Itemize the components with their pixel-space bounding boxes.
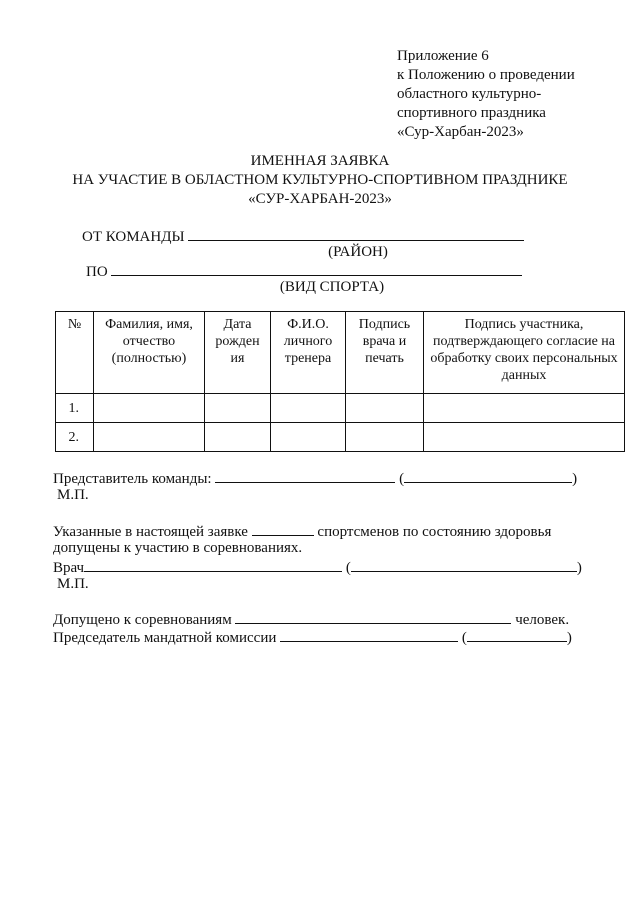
sport-caption: (ВИД СПОРТА) — [279, 279, 385, 295]
table-row — [56, 394, 625, 423]
open-paren: ( — [345, 560, 351, 576]
statement-part2: спортсменов по состоянию здоровья — [317, 524, 552, 540]
entries-table — [55, 311, 625, 452]
cell-participant-consent[interactable] — [424, 394, 625, 423]
commission-label: Председатель мандатной комиссии — [53, 630, 277, 646]
appendix-line: областного культурно- — [397, 86, 542, 102]
commission-row — [53, 627, 572, 647]
representative-name-field[interactable] — [404, 468, 572, 483]
representative-row — [53, 468, 577, 488]
row-number: 1. — [56, 394, 94, 423]
open-paren: ( — [399, 471, 405, 487]
cell-coach[interactable] — [271, 394, 346, 423]
col-header-number: № — [56, 312, 94, 394]
team-label: ОТ КОМАНДЫ — [82, 229, 185, 245]
statement-row — [53, 521, 551, 541]
close-paren: ) — [572, 471, 578, 487]
close-paren: ) — [576, 560, 582, 576]
cell-participant-consent[interactable] — [424, 423, 625, 452]
team-field[interactable] — [188, 226, 524, 241]
table-header-row — [56, 312, 625, 394]
cell-full-name[interactable] — [94, 394, 205, 423]
document-subtitle: НА УЧАСТИЕ В ОБЛАСТНОМ КУЛЬТУРНО-СПОРТИВНОМ ПРАЗДНИКЕ — [72, 172, 568, 188]
appendix-line: спортивного праздника — [397, 105, 546, 121]
representative-stamp: М.П. — [57, 487, 89, 503]
statement-part1: Указанные в настоящей заявке — [53, 524, 248, 540]
document-title: ИМЕННАЯ ЗАЯВКА — [250, 153, 390, 169]
admitted-count-field[interactable] — [235, 609, 511, 624]
doctor-name-field[interactable] — [351, 557, 577, 572]
row-number: 2. — [56, 423, 94, 452]
cell-birth-date[interactable] — [205, 423, 271, 452]
cell-doctor-signature[interactable] — [346, 394, 424, 423]
representative-label: Представитель команды: — [53, 471, 212, 487]
event-name: «СУР-ХАРБАН-2023» — [248, 191, 392, 207]
representative-signature-field[interactable] — [215, 468, 395, 483]
commission-signature-field[interactable] — [280, 627, 458, 642]
col-header-doctor-signature: Подпись врача и печать — [346, 312, 424, 394]
appendix-line: к Положению о проведении — [397, 67, 575, 83]
cell-birth-date[interactable] — [205, 394, 271, 423]
doctor-row — [53, 557, 582, 577]
table-row — [56, 423, 625, 452]
col-header-birth-date: Дата рожден ия — [205, 312, 271, 394]
col-header-full-name: Фамилия, имя, отчество (полностью) — [94, 312, 205, 394]
cell-full-name[interactable] — [94, 423, 205, 452]
close-paren: ) — [566, 630, 572, 646]
open-paren: ( — [461, 630, 467, 646]
cell-doctor-signature[interactable] — [346, 423, 424, 452]
appendix-line: Приложение 6 — [397, 48, 489, 64]
appendix-note — [397, 47, 575, 142]
col-header-participant-consent: Подпись участника, подтверждающего согласие на обработку своих персональных данных — [424, 312, 625, 394]
appendix-line: «Сур-Харбан-2023» — [397, 124, 524, 140]
commission-name-field[interactable] — [467, 627, 567, 642]
sport-field[interactable] — [111, 261, 522, 276]
admitted-row — [53, 609, 569, 629]
admitted-suffix: человек. — [515, 612, 570, 628]
col-header-coach: Ф.И.О. личного тренера — [271, 312, 346, 394]
doctor-stamp: М.П. — [57, 576, 89, 592]
doctor-label: Врач — [53, 560, 85, 576]
statement-line2: допущены к участию в соревнованиях. — [53, 540, 303, 556]
doctor-signature-field[interactable] — [84, 557, 342, 572]
cell-coach[interactable] — [271, 423, 346, 452]
admitted-label: Допущено к соревнованиям — [53, 612, 232, 628]
athletes-count-field[interactable] — [252, 521, 314, 536]
sport-label: ПО — [86, 264, 108, 280]
team-caption: (РАЙОН) — [328, 244, 388, 260]
